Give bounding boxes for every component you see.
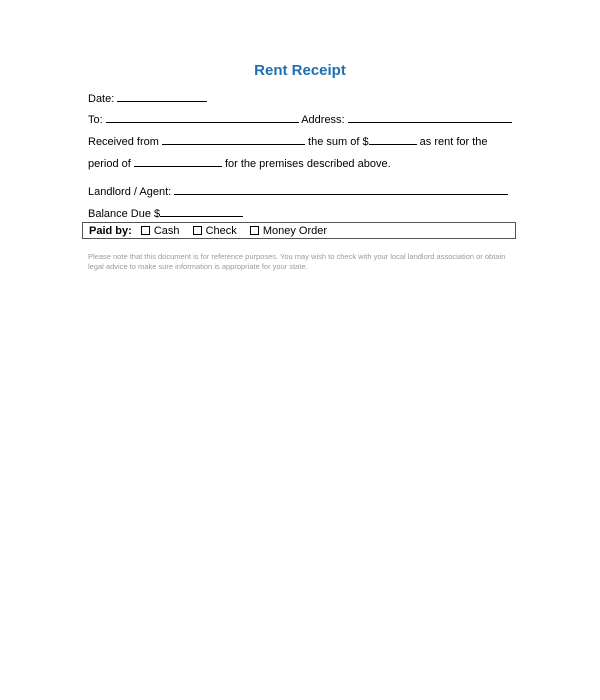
- sum-label: the sum of $: [308, 136, 369, 148]
- disclaimer-note: Please note that this document is for reference purposes. You may wish to check with your local landlord association or obtain legal advice to make sure information is appropriate for your state.: [88, 252, 506, 271]
- payment-option-label: Check: [205, 225, 237, 237]
- payment-option-label: Cash: [153, 225, 180, 237]
- received-from-field[interactable]: [162, 134, 305, 145]
- rent-for-label: as rent for the: [419, 136, 488, 148]
- paid-by-label: Paid by:: [89, 225, 132, 237]
- sum-field[interactable]: [369, 134, 417, 145]
- to-field[interactable]: [106, 112, 299, 123]
- period-field[interactable]: [134, 156, 222, 167]
- landlord-row: [88, 184, 508, 199]
- paid-by-box: [82, 222, 516, 239]
- date-label: Date:: [88, 93, 115, 105]
- checkbox-icon[interactable]: [250, 226, 259, 235]
- to-address-row: [88, 112, 512, 127]
- period-label: period of: [88, 158, 131, 170]
- address-label: Address:: [301, 114, 345, 126]
- payment-option-label: Money Order: [262, 225, 328, 237]
- premises-label: for the premises described above.: [224, 158, 391, 170]
- landlord-label: Landlord / Agent:: [88, 186, 172, 198]
- payment-option-check[interactable]: [193, 225, 237, 237]
- received-from-label: Received from: [88, 136, 159, 148]
- received-row: [88, 134, 488, 149]
- balance-label: Balance Due $: [88, 208, 161, 220]
- landlord-field[interactable]: [174, 184, 508, 195]
- payment-option-cash[interactable]: [141, 225, 180, 237]
- balance-row: [88, 206, 243, 221]
- date-field[interactable]: [117, 91, 207, 102]
- checkbox-icon[interactable]: [193, 226, 202, 235]
- payment-option-money-order[interactable]: [250, 225, 327, 237]
- date-row: [88, 91, 207, 106]
- address-field[interactable]: [348, 112, 512, 123]
- checkbox-icon[interactable]: [141, 226, 150, 235]
- period-row: [88, 156, 391, 171]
- document-title: Rent Receipt: [254, 62, 346, 79]
- to-label: To:: [88, 114, 103, 126]
- balance-field[interactable]: [160, 206, 243, 217]
